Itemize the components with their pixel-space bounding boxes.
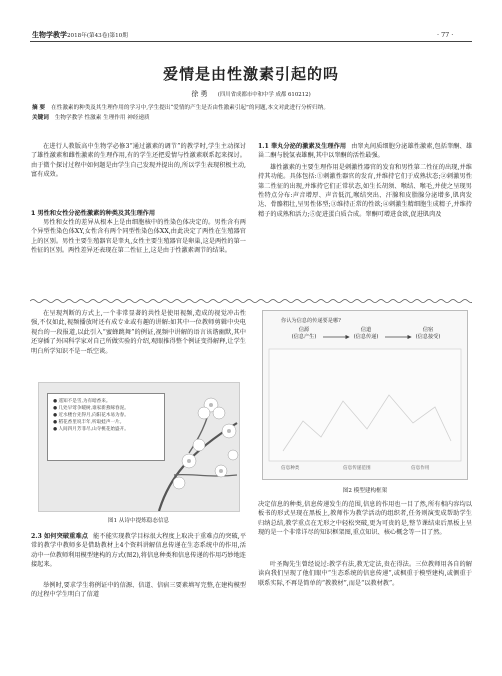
poem-line: ● 近水楼台先得月,向阳花木易为春。: [53, 413, 129, 418]
figure-2: [262, 310, 468, 480]
node-receiver-sub: (信息接受): [415, 334, 441, 340]
node-source: [279, 327, 329, 341]
section-11-text2: 雄性激素的主要生理作用是刺激性器官的发育和男性第二性征的出现,并维持其功能。具体包括:①刺激性器官的发育,并维持它们于成熟状态;②刺激男性第二性征的出现,并维持它们正常状态,如生长胡须、喉结、喉毛,并使之呈现男性特点分布:声音增厚、声音低沉,喉结突出、汗腺和皮脂腺分泌增多,肌肉发达、骨骼粗壮,呈男性体型;③维持正常的性欲;④刺激生精细胞生成精子,并维持精子的成熟和活力;⑤促进蛋白质合成。睾酮可增进食欲,促进肌肉及: [258, 163, 472, 218]
bottom-label-range: 信息传递范围: [343, 466, 371, 471]
abstract: [32, 104, 472, 113]
poem-line: ● 遥知不是雪,为有暗香来。: [53, 399, 111, 404]
section-11-heading: 1.1 睾丸分泌的激素及生理作用: [258, 143, 347, 150]
section-11-block: [258, 142, 472, 219]
keywords: [32, 114, 472, 123]
intro-paragraph: 在进行人教版高中生物学必修3“通过激素的调节”的教学时,学生主动探讨了雄性激素和雌性激素的生理作用,有的学生还把爱情与性激素联系起来探讨。由于微个探讨过程中如何题是由学生自己发现并提出的,所以学生表现积极主动,富有成效。: [31, 143, 246, 179]
poem-line: ● 几处早莺争暖树,谁家新燕啄春泥。: [53, 406, 129, 411]
journal-name: 生物学教学2018年(第43卷)第10期: [32, 30, 128, 39]
affiliation: (四川省成都市中和中学 成都 610212): [217, 92, 311, 98]
section-separator: [30, 298, 472, 304]
node-source-label: 信源: [298, 327, 310, 333]
section-11-text1: 由睾丸间质细胞分泌雄性激素,包括睾酮、雄甾二酮与脱氢表雄酮,其中以睾酮的活性最强。: [258, 143, 473, 160]
abstract-text: 在性激素的种类及其生理作用的学习中,学生提出“爱情的产生是否由性激素引起”的问题,本文对此进行分析归纳。: [51, 105, 329, 111]
figure-1-caption: 图1 从诗中提炼稳态信息: [107, 518, 170, 524]
section-1-text: 男性和女性的差异从根本上是由细胞核中的性染色体决定的。男性含有两个异型性染色体XY,女性含有两个同型性染色体XX,由此决定了两性在生殖器官上的区别。男性主要生殖器官是睾丸,女性主要生殖器官是卵巢,这是两性的第一性征的区别。两性差异还表现在第二性征上,这是由于性激素调节的结果。: [31, 219, 246, 255]
poem-box: [47, 393, 165, 461]
video-paragraph: 在呈现判断的方式上,一个非常显著的共性是使用视频,造成的视觉冲击性强,不仅如此,视频播放时还有成专业或有趣的讲解:如其中一位教师剪辑中央电视台的一段报道,以此引入“蜜蜂跳舞”的例证,视频中讲解的语言该谐幽默,其中还穿插了外国科学家对自己所做实验的介绍,观眼推得整个例证变得解释,让学生明白所学知识不是一纸空谈。: [31, 310, 246, 355]
section-23-paragraph: [31, 532, 246, 570]
bottom-label-types: 信息种类: [281, 466, 300, 471]
page-number: · 77 ·: [437, 31, 454, 39]
article-title: 爱情是由性激素引起的吗: [162, 65, 339, 83]
section-23-text: 能不能实现教学目标很大程度上取决于重难点的突破,平常的教学中教师多是借助教材上4个资料讲解信息传递在生态系统中的作用,活动中一位教师利用模型建构的方式(图2),将信息种类和信息传递的作用巧妙地连接起来。: [31, 533, 247, 569]
conclusion-paragraph-1: 决定信息的种类,信息传递发生的范围,信息的作用也一目了然,所有相内容均以板书的形式呈现在黑板上,教师作为教学活动的组织者,任务则演变成帮助学生归纳总结,教学重点在无形之中轻松突破,更为可贵的是,整节课结束后黑板上呈现的是一个非常详尽的知识框架图,重点知识、核心概念等一目了然。: [258, 501, 472, 537]
figure-1: [38, 382, 240, 512]
figure-2-caption: 图2 模型建构框架: [342, 488, 388, 494]
poem-line: ● 人间四月芳菲尽,山寺桃花始盛开。: [53, 427, 129, 432]
figure-2-title: 你认为信息的传递要是哪?: [281, 318, 341, 324]
author: 徐 勇: [191, 90, 208, 98]
bottom-label-effect: 信息作用: [411, 466, 430, 471]
poem-line: ● 稻花香里说丰年,听取蛙声一片。: [53, 420, 125, 425]
node-receiver-label: 信宿: [422, 327, 434, 333]
node-receiver: [403, 327, 453, 341]
abstract-label: 摘 要: [32, 105, 46, 111]
node-channel: [341, 327, 391, 341]
conclusion-paragraph-2: 叶圣陶先生曾经说过:教学有法,教无定法,贵在得法。三位教师用各自的解读向我们呈现了他们眼中“生态系统的信息传递”,或枫重于模型建构,或侧重于联系实际,不再是简单的“教教材”,而是“以教材教”。: [258, 561, 472, 587]
node-channel-label: 信道: [360, 327, 372, 333]
keywords-label: 关键词: [32, 115, 49, 121]
header-rule: [30, 41, 472, 42]
keywords-text: 生物学教学 性激素 生理作用 神经递质: [54, 115, 150, 121]
node-source-sub: (信息产生): [291, 334, 317, 340]
section-23-paragraph-2: 举例时,要求学生将例证中的信源、信道、信宿三要素填写完整,在建构模型的过程中学生明白了信道: [31, 582, 246, 599]
section-23-heading: 2.3 如何突破重难点: [31, 533, 89, 540]
node-channel-sub: (信息传递): [353, 334, 379, 340]
author-line: [0, 89, 502, 99]
section-1-heading: 1 男性和女性分泌性激素的种类及其生理作用: [31, 210, 156, 217]
